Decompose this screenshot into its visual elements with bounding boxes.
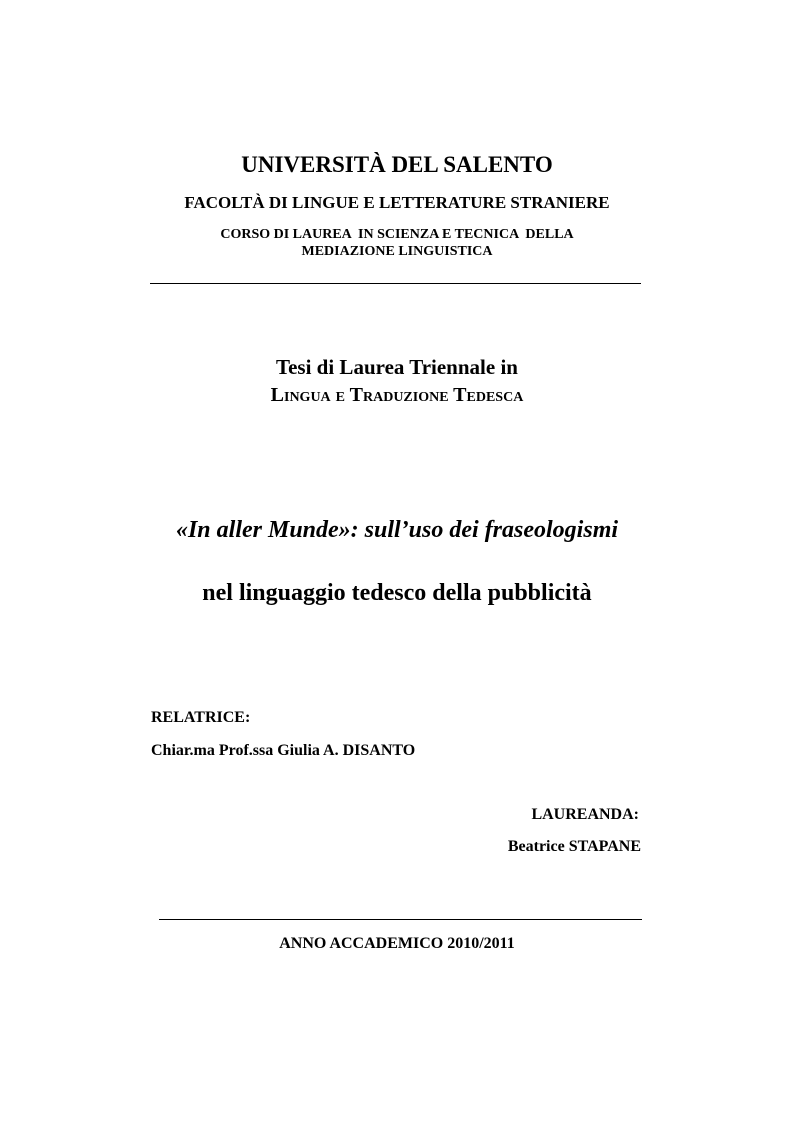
candidate-label: LAUREANDA: [531, 806, 639, 823]
thesis-title-line-1: «In aller Munde»: sull’uso dei fraseologismi [175, 517, 619, 543]
academic-year: ANNO ACCADEMICO 2010/2011 [279, 935, 515, 952]
candidate-name: Beatrice STAPANE [507, 838, 641, 855]
supervisor-name: Chiar.ma Prof.ssa Giulia A. DISANTO [151, 742, 416, 759]
supervisor-label: RELATRICE: [151, 709, 251, 726]
header-divider [150, 283, 641, 284]
faculty-name: FACOLTÀ DI LINGUE E LETTERATURE STRANIERE [184, 193, 610, 212]
course-name [0, 226, 794, 260]
university-name: UNIVERSITÀ DEL SALENTO [241, 152, 553, 177]
course-name-line-2: MEDIAZIONE LINGUISTICA [301, 244, 493, 259]
thesis-title-line-2: nel linguaggio tedesco della pubblicità [202, 580, 592, 606]
thesis-type: Tesi di Laurea Triennale in [276, 355, 518, 379]
footer-divider [159, 919, 642, 920]
thesis-subject: Lingua e Traduzione Tedesca [270, 384, 524, 406]
course-name-line-1: CORSO DI LAUREA IN SCIENZA E TECNICA DELLA [220, 227, 574, 242]
